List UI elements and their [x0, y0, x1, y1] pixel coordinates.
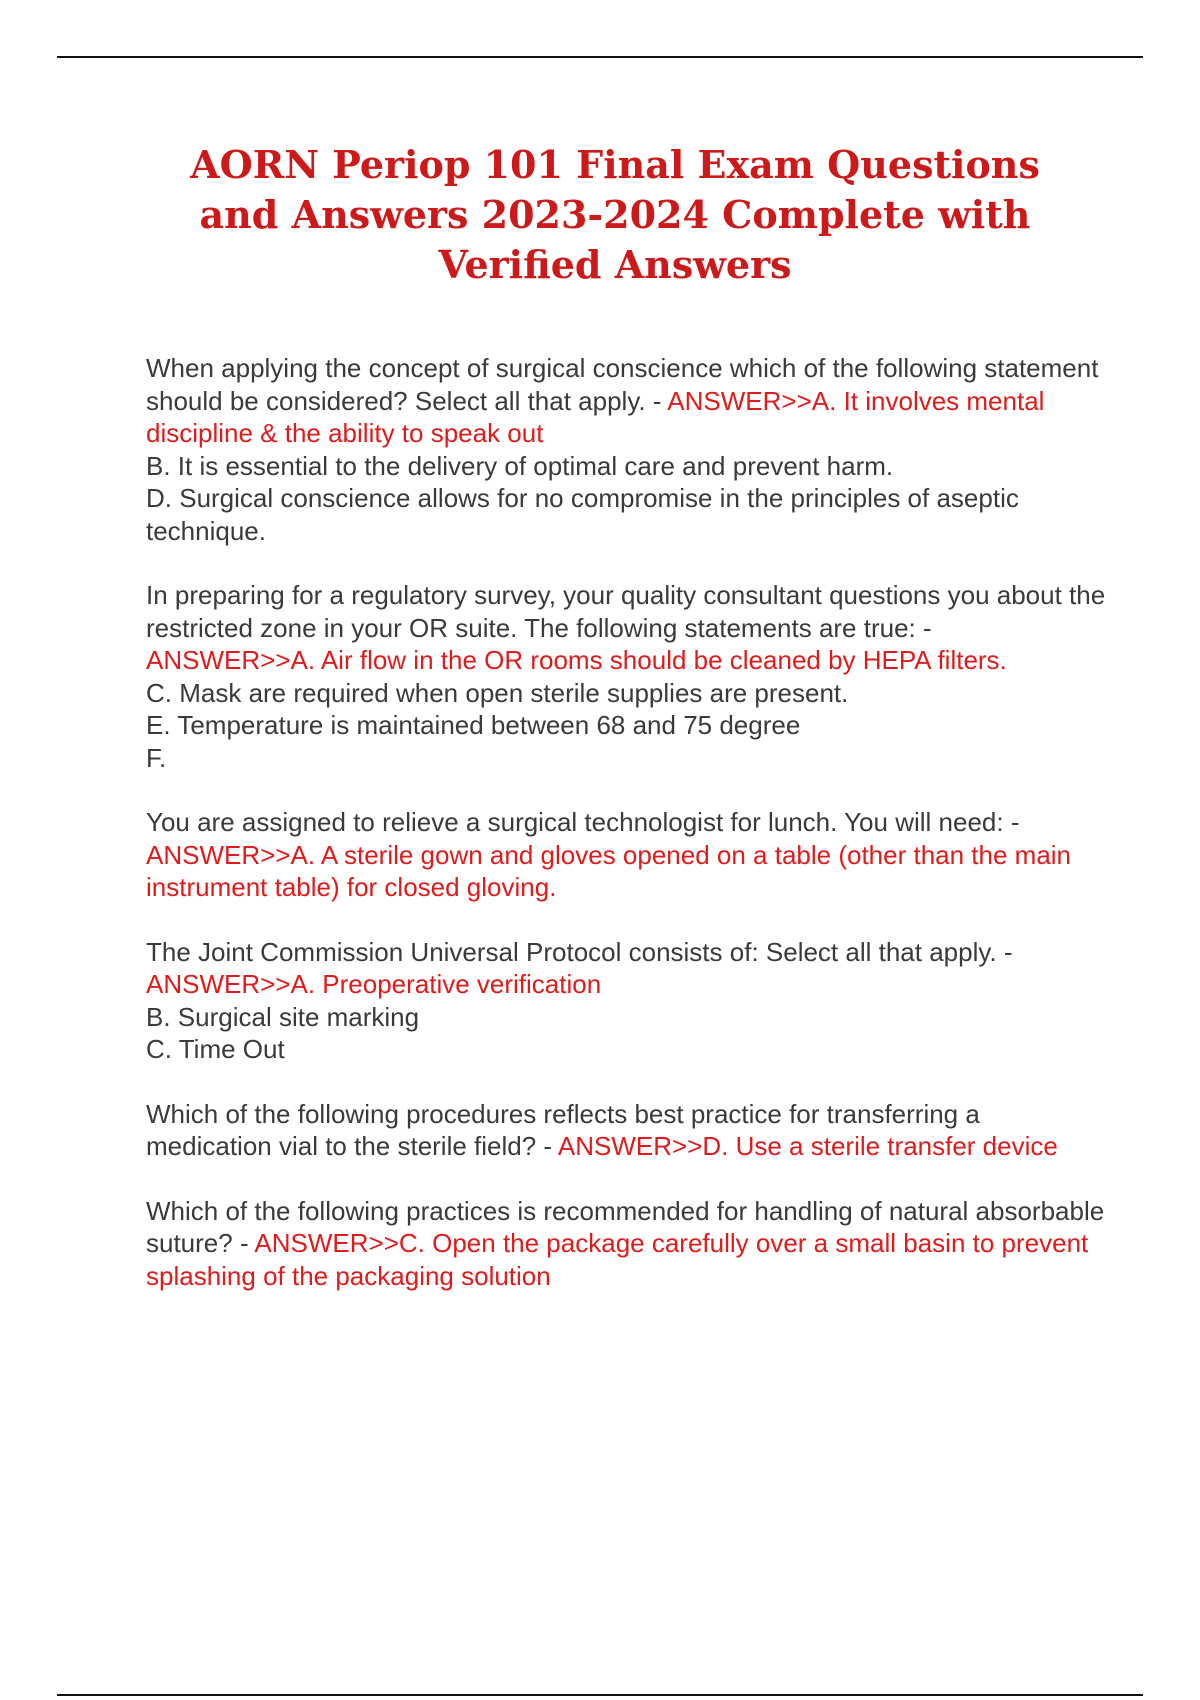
answer-text: ANSWER>>A. Preoperative verification — [146, 969, 602, 999]
answer-option: E. Temperature is maintained between 68 and 75 degree — [146, 710, 801, 740]
question-text: When applying the concept of surgical conscience which of the following statement should be considered? Select all that apply. - — [146, 353, 1099, 416]
question-text: In preparing for a regulatory survey, your quality consultant questions you about the restricted zone in your OR suite. The following statements are true: - — [146, 580, 1106, 643]
qa-item — [146, 1195, 1106, 1293]
answer-text: ANSWER>>A. A sterile gown and gloves opened on a table (other than the main instrument table) for closed gloving. — [146, 839, 1072, 902]
qa-item — [146, 352, 1106, 547]
qa-list — [146, 352, 1106, 1324]
qa-item — [146, 936, 1106, 1066]
answer-option: F. — [146, 742, 167, 773]
top-divider — [57, 56, 1143, 58]
qa-item — [146, 579, 1106, 774]
question-text: Which of the following practices is recommended for handling of natural absorbable suture? - — [146, 1195, 1105, 1258]
answer-text: ANSWER>>A. It involves mental discipline & the ability to speak out — [146, 385, 1045, 448]
document-title: AORN Periop 101 Final Exam Questions and Answers 2023-2024 Complete with Verified Answers — [190, 142, 1040, 287]
qa-item — [146, 1098, 1106, 1163]
answer-text: ANSWER>>A. Air flow in the OR rooms should be cleaned by HEPA filters. — [146, 645, 1007, 675]
answer-option: C. Mask are required when open sterile supplies are present. — [146, 677, 849, 708]
bottom-divider — [57, 1694, 1143, 1696]
answer-option: D. Surgical conscience allows for no compromise in the principles of aseptic technique. — [146, 483, 1019, 546]
answer-option: B. Surgical site marking — [146, 1001, 420, 1032]
answer-text: ANSWER>>D. Use a sterile transfer device — [557, 1131, 1058, 1161]
question-text: You are assigned to relieve a surgical technologist for lunch. You will need: - — [146, 807, 1020, 837]
question-text: The Joint Commission Universal Protocol consists of: Select all that apply. - — [146, 936, 1013, 967]
answer-text: ANSWER>>C. Open the package carefully over a small basin to prevent splashing of the packaging solution — [146, 1228, 1089, 1291]
question-text: Which of the following procedures reflects best practice for transferring a medication vial to the sterile field? - — [146, 1098, 980, 1161]
answer-option: C. Time Out — [146, 1034, 285, 1064]
qa-item — [146, 806, 1106, 904]
answer-option: B. It is essential to the delivery of optimal care and prevent harm. — [146, 450, 894, 481]
